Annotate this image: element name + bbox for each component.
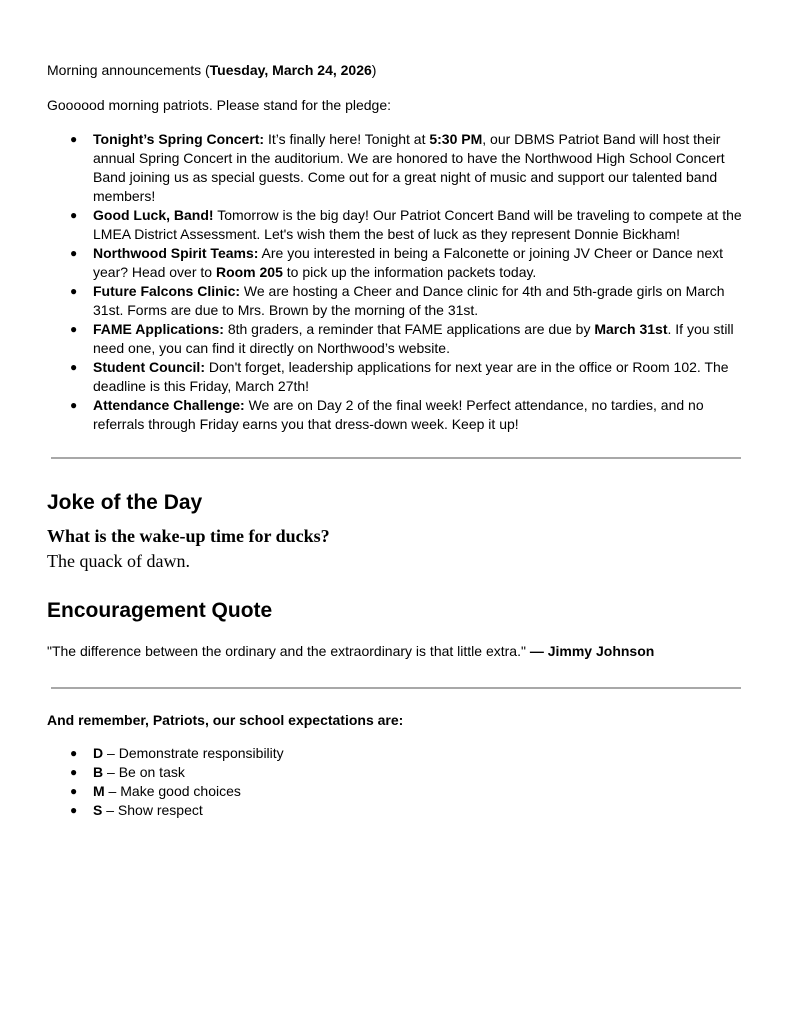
title-suffix: ): [371, 62, 377, 78]
bullet-icon: ●: [70, 398, 78, 412]
expectation-text: Be on task: [118, 764, 185, 780]
bullet-icon: ●: [70, 746, 78, 760]
bullet-icon: ●: [70, 132, 78, 146]
announcement-item-text: 8th graders, a reminder that FAME applications are due by: [223, 321, 595, 337]
greeting-text: Goooood morning patriots. Please stand for the pledge:: [47, 97, 391, 113]
announcement-item-text: , our DBMS Patriot Band will host their annual Spring Concert in the auditorium. We are honored to have the Northwood High School Concert Band joining us as special guests. Come out for a great night of music and support our talented band members!: [93, 131, 725, 204]
announcement-item-title: Student Council:: [93, 359, 205, 375]
announcement-item-emphasis: Room 205: [215, 264, 283, 280]
announcement-item: [47, 358, 747, 396]
announcement-item-emphasis: March 31st: [594, 321, 668, 337]
bullet-icon: ●: [70, 765, 78, 779]
expectation-item: [47, 801, 284, 820]
expectation-separator: –: [103, 764, 119, 780]
announcement-item-text: We are hosting a Cheer and Dance clinic for 4th and 5th-grade girls on March 31st. Forms are due to Mrs. Brown by the morning of the 31st.: [93, 283, 725, 318]
joke-question: What is the wake-up time for ducks?: [47, 526, 330, 546]
bullet-icon: ●: [70, 360, 78, 374]
announcement-item-text: Tomorrow is the big day! Our Patriot Concert Band will be traveling to compete at the LMEA District Assessment. Let's wish them the best of luck as they represent Donnie Bickham!: [93, 207, 742, 242]
announcement-item-text: Don't forget, leadership applications for next year are in the office or Room 102. The deadline is this Friday, March 27th!: [93, 359, 729, 394]
expectation-text: Make good choices: [120, 783, 241, 799]
horizontal-rule: [51, 687, 741, 689]
expectation-item: [47, 782, 284, 801]
bullet-icon: ●: [70, 803, 78, 817]
expectation-letter: D: [93, 745, 104, 761]
expectation-letter: B: [93, 764, 104, 780]
announcement-item-title: FAME Applications:: [93, 321, 224, 337]
announcement-item-title: Attendance Challenge:: [93, 397, 245, 413]
expectations-list: [47, 744, 284, 820]
bullet-icon: ●: [70, 246, 78, 260]
announcement-item-title: Future Falcons Clinic:: [93, 283, 241, 299]
quote-author: Jimmy Johnson: [547, 643, 655, 659]
announcement-item-title: Northwood Spirit Teams:: [93, 245, 259, 261]
announcement-item-text: It’s finally here! Tonight at: [264, 131, 430, 147]
expectation-separator: –: [103, 745, 119, 761]
announcement-item-title: Tonight’s Spring Concert:: [93, 131, 265, 147]
expectation-separator: –: [104, 783, 121, 799]
announcement-item: [47, 396, 747, 434]
expectation-item: [47, 763, 284, 782]
announcement-item-text: . If you still need one, you can find it directly on Northwood’s website.: [93, 321, 734, 356]
expectation-text: Demonstrate responsibility: [118, 745, 284, 761]
joke-answer: The quack of dawn.: [47, 551, 190, 571]
bullet-icon: ●: [70, 322, 78, 336]
announcement-item: [47, 320, 747, 358]
announcement-item-text: We are on Day 2 of the final week! Perfect attendance, no tardies, and no referrals through Friday earns you that dress-down week. Keep it up!: [93, 397, 704, 432]
horizontal-rule: [51, 457, 741, 459]
expectation-letter: S: [93, 802, 103, 818]
quote-heading: Encouragement Quote: [47, 599, 273, 622]
bullet-icon: ●: [70, 208, 78, 222]
announcement-item: [47, 244, 747, 282]
announcement-item-emphasis: 5:30 PM: [429, 131, 483, 147]
quote-text: [47, 642, 654, 661]
announcement-item-title: Good Luck, Band!: [93, 207, 214, 223]
announcement-title: [47, 61, 376, 80]
quote-body: "The difference between the ordinary and the extraordinary is that little extra.": [47, 643, 530, 659]
expectation-item: [47, 744, 284, 763]
bullet-icon: ●: [70, 784, 78, 798]
quote-dash: —: [529, 643, 548, 659]
announcement-item: [47, 130, 747, 206]
expectation-separator: –: [102, 802, 118, 818]
joke-heading: Joke of the Day: [47, 491, 203, 514]
expectation-text: Show respect: [117, 802, 203, 818]
announcement-item-text: to pick up the information packets today.: [282, 264, 537, 280]
expectations-intro: And remember, Patriots, our school expectations are:: [47, 712, 404, 728]
bullet-icon: ●: [70, 284, 78, 298]
announcement-item: [47, 282, 747, 320]
announcement-item: [47, 206, 747, 244]
announcement-list: [47, 130, 747, 434]
announcement-item-text: Are you interested in being a Falconette or joining JV Cheer or Dance next year? Head over to: [93, 245, 724, 280]
title-prefix: Morning announcements (: [47, 62, 210, 78]
expectation-letter: M: [93, 783, 105, 799]
announcement-date: Tuesday, March 24, 2026: [209, 62, 372, 78]
